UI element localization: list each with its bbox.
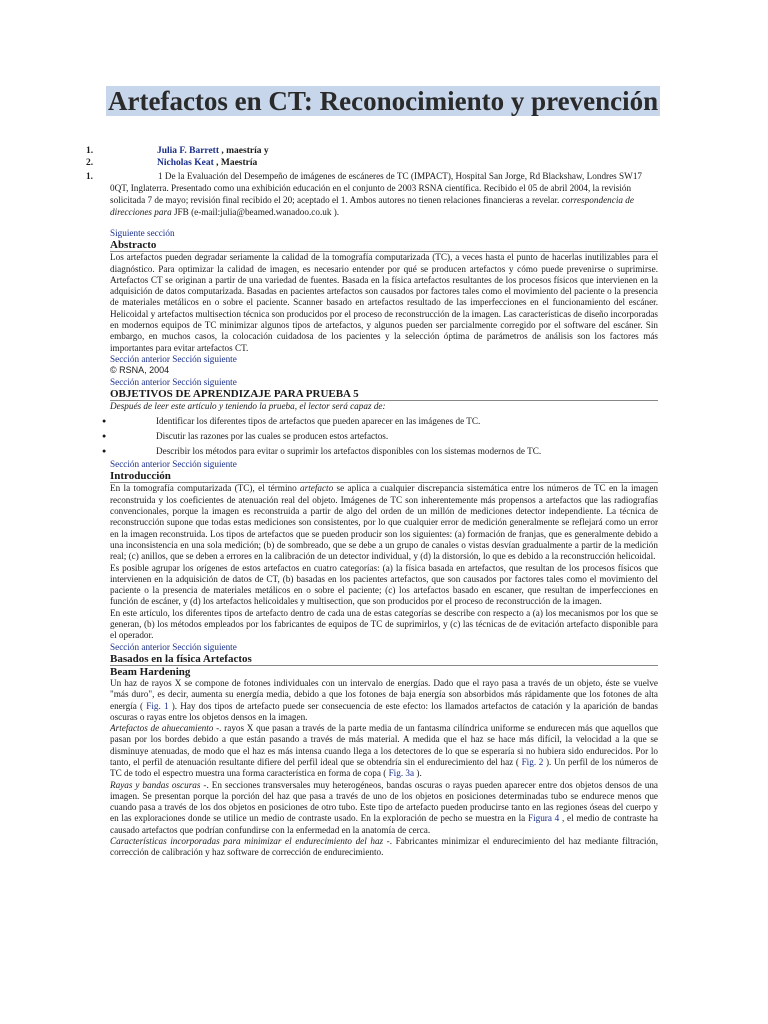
introduction-heading: Introducción: [110, 470, 658, 483]
list-item: ● Discutir las razones por las cuales se producen estos artefactos.: [110, 429, 658, 444]
section-nav-link[interactable]: Sección anterior Sección siguiente: [110, 459, 237, 470]
section-nav-link[interactable]: Sección anterior Sección siguiente: [110, 353, 237, 364]
author-link-keat[interactable]: Nicholas Keat: [157, 158, 214, 168]
abstract-text: Los artefactos pueden degradar seriamente la calidad de la tomografía computarizada (TC), a veces hasta el punto de hacerlas inutilizables para el diagnóstico. Para optimizar la calidad de imagen, es necesario entender por qué se producen artefactos y cómo puede prevenirse o suprimirse. Artefactos CT se originan a partir de una variedad de fuentes. Basada en la física artefactos resultantes de los procesos físicos que intervienen en la adquisición de datos computarizada. Basadas en pacientes artefactos son causados por factores tales como el movimiento del paciente o la presencia de materiales metálicos en o sobre el paciente. Scanner basado en artefactos resultado de las imperfecciones en el funcionamiento del escáner. Helicoidal y artefactos multisection técnica son producidos por el proceso de reconstrucción de la imagen. Las características de diseño incorporadas en modernos equipos de TC minimizar algunos tipos de artefactos, y algunos pueden ser parcialmente corregido por el software del escáner. Sin embargo, en muchos casos, la colocación cuidadosa de los pacientes y la selección óptima de parámetros de análisis son los factores más importantes para evitar artefactos CT.: [110, 252, 658, 353]
section-nav-link[interactable]: Sección anterior Sección siguiente: [110, 376, 237, 387]
next-section-link[interactable]: Siguiente sección: [110, 228, 175, 238]
list-item: ● Identificar los diferentes tipos de artefactos que pueden aparecer en las imágenes de TC.: [110, 414, 658, 429]
article-title: Artefactos en CT: Reconocimiento y prevención: [108, 86, 659, 116]
objectives-intro: Después de leer este artículo y teniendo la prueba, el lector será capaz de:: [110, 400, 386, 411]
affiliation: 1. 1 De la Evaluación del Desempeño de imágenes de escáneres de TC (IMPACT), Hospital San Jorge, Rd Blackshaw, Londres SW17 0QT, Inglaterra. Presentado como una exhibición educación en el conjunto de 2003 RSNA científica. Recibido el 05 de abril 2004, la revisión solicitada 7 de mayo; revisión final recibido el 20; aceptado el 1. Ambos autores no tienen relaciones financieras a revelar. correspondencia de direcciones para JFB (e-mail:julia@beamed.wanadoo.co.uk ).: [86, 171, 643, 217]
document-page: Artefactos en CT: Reconocimiento y prevención 1. Julia F. Barrett , maestría y 2. Nicholas Keat , Maestría 1. 1 De la Evaluación del Desempeño de imágenes de escáneres de TC (IMPACT), Hospital San Jorge, Rd Blackshaw, Londres SW17 0QT, Inglaterra. Presentado como una exhibición educación en el conjunto de 2003 RSNA científica. Recibido el 05 de abril 2004, la revisión solicitada 7 de mayo; revisión final recibido el 20; aceptado el 1. Ambos autores no tienen relaciones financieras a revelar. correspondencia de direcciones para JFB (e-mail:julia@beamed.wanadoo.co.uk ). Siguiente sección Abstracto Los artefactos pueden degradar seriamente la calidad de la tomografía computarizada (TC), a veces hasta el punto de hacerlas inutilizables para el diagnóstico. Para optimizar la calidad de imagen, es necesario entender por qué se producen artefactos y cómo puede prevenirse o suprimirse. Artefactos CT se originan a partir de una variedad de fuentes. Basada en la física artefactos resultantes de los procesos físicos que intervienen en la adquisición de datos computarizada. Basadas en pacientes artefactos son causados por factores tales como el movimiento del paciente o la presencia de materiales metálicos en o sobre el paciente. Scanner basado en artefactos resultado de las imperfecciones en el funcionamiento del escáner. Helicoidal y artefactos multisection técnica son producidos por el proceso de reconstrucción de la imagen. Las características de diseño incorporadas en modernos equipos de TC minimizar algunos tipos de artefactos, y algunos pueden ser parcialmente corregido por el software del escáner. Sin embargo, en muchos casos, la colocación cuidadosa de los pacientes y la selección óptima de parámetros de análisis son los factores más importantes para evitar artefactos CT. Sección anterior Sección siguiente © RSNA, 2004 Sección anterior Sección siguiente OBJETIVOS DE APRENDIZAJE PARA PRUEBA 5 Después de leer este artículo y teniendo la prueba, el lector será capaz de: ● Identificar los diferentes tipos de artefactos que pueden aparecer en las imágenes de TC. ● Discutir las razones por las cuales se producen estos artefactos. ● Describir los métodos para evitar o suprimir los artefactos disponibles con los sistemas modernos de TC. Sección anterior Sección siguiente Introducción En la tomografía computarizada (TC), el término artefacto se aplica a cualquier discrepancia sistemática entre los números de TC en la imagen reconstruida y los coeficientes de atenuación real del objeto. Imágenes de TC son inherentemente más propensos a artefactos que las radiografías convencionales, porque la imagen es reconstruida a partir de algo del orden de un millón de mediciones detector independiente. La técnica de reconstrucción supone que todas estas mediciones son consistentes, por lo que cualquier error de medición generalmente se reflejará como un error en la imagen reconstruida. Los tipos de artefactos que se pueden producir son los siguientes: (a) formación de franjas, que es generalmente debido a una inconsistencia en una sola medición; (b) de sombreado, que se debe a un grupo de canales o vistas desvían gradualmente a partir de la medición real; (c) anillos, que se deben a errores en la calibración de un detector individual, y (d) la distorsión, lo que es debido a la reconstrucción helicoidal. Es posible agrupar los orígenes de estos artefactos en cuatro categorías: (a) la física basada en artefactos, que resultan de los procesos físicos que intervienen en la adquisición de datos de CT, (b) basadas en los pacientes artefactos, que son causados por factores tales como el movimiento del paciente o la presencia de materiales metálicos en o sobre el paciente; (c) los artefactos basado en escaner, que resultan de imperfecciones en función de escáner, y (d) los artefactos helicoidales y multisection, que son producidos por el proceso de reconstrucción de la imagen. En este artículo, los diferentes tipos de artefacto dentro de cada una de estas categorías se describe con respecto a (a) los mecanismos por los que se generan, (b) los métodos empleados por los fabricantes de equipos de TC de suprimirlos, y (c) las técnicas de de evitación artefacto disponible para el operador. Sección anterior Sección siguiente Basados en la física Artefactos Beam Hardening Un haz de rayos X se compone de fotones individuales con un intervalo de energías. Dado que el rayo pasa a través de un objeto, éste se vuelve "más duro", es decir, aumenta su energía media, debido a que los fotones de baja energía son absorbidos más rápidamente que los fotones de alta energía ( Fig. 1 ). Hay dos tipos de artefacto puede ser consecuencia de este efecto: los llamados artefactos de catación y la aparición de bandas oscuras o rayas entre los objetos densos en la imagen. Artefactos de ahuecamiento -. rayos X que pasan a través de la parte media de un fantasma cilíndrica uniforme se endurecen más que aquellos que pasan por los bordes debido a que están pasando a través de más material. A medida que el haz se hace más difícil, la velocidad a la que se disminuye atenuadas, de modo que el haz es más intensa cuando llega a los detectores de lo que se esperaría si no hubiera sido endurecidos. Por lo tanto, el perfil de atenuación resultante difiere del perfil ideal que se obtendría sin el endurecimiento del haz ( Fig. 2 ). Un perfil de los números de TC de todo el espectro muestra una forma característica en forma de copa ( Fig. 3a ). Rayas y bandas oscuras -. En secciones transversales muy heterogéneos, bandas oscuras o rayas pueden aparecer entre dos objetos densos de una imagen. Se presentan porque la porción del haz que pasa a través de uno de los objetos en posiciones determinadas tubo se endurece menos que cuando pasa a través de los dos objetos en posiciones de otro tubo. Este tipo de artefacto pueden producirse tanto en las regiones óseas del cuerpo y en las exploraciones donde se utilice un medio de contraste usado. En la exploración de pecho se muestra en la Figura 4 , el medio de contraste ha causado artefactos que podrían confundirse con la enfermedad en la anatomía de cerca. Características incorporadas para minimizar el endurecimiento del haz -. Fabricantes minimizar el endurecimiento del haz mediante filtración, corrección de calibración y haz software de corrección de endurecimiento.: [0, 0, 768, 1024]
fig-4-link[interactable]: Figura 4: [527, 813, 560, 824]
objectives-heading: OBJETIVOS DE APRENDIZAJE PARA PRUEBA 5: [110, 388, 658, 401]
section-nav-link[interactable]: Sección anterior Sección siguiente: [110, 641, 237, 652]
copyright: © RSNA, 2004: [110, 365, 170, 376]
physics-paragraph-3: Rayas y bandas oscuras -. En secciones transversales muy heterogéneos, bandas oscuras o rayas pueden aparecer entre dos objetos densos de una imagen. Se presentan porque la porción del haz que pasa a través de uno de los objetos en posiciones determinadas tubo se endurece menos que cuando pasa a través de los dos objetos en posiciones de otro tubo. Este tipo de artefacto pueden producirse tanto en las regiones óseas del cuerpo y en las exploraciones donde se utilice un medio de contraste usado. En la exploración de pecho se muestra en la Figura 4 , el medio de contraste ha causado artefactos que podrían confundirse con la enfermedad en la anatomía de cerca.: [110, 779, 658, 835]
objectives-list: [110, 414, 658, 459]
fig-2-link[interactable]: Fig. 2: [521, 756, 544, 767]
abstract-heading: Abstracto: [110, 239, 658, 252]
physics-paragraph-4: Características incorporadas para minimizar el endurecimiento del haz -. Fabricantes minimizar el endurecimiento del haz mediante filtración, corrección de calibración y haz software de corrección de endurecimiento.: [110, 836, 658, 858]
beam-hardening-heading: Beam Hardening: [110, 665, 191, 678]
physics-heading: Basados en la física Artefactos: [110, 653, 658, 666]
physics-paragraph-2: Artefactos de ahuecamiento -. rayos X que pasan a través de la parte media de un fantasma cilíndrica uniforme se endurecen más que aquellos que pasan por los bordes debido a que están pasando a través de más material. A medida que el haz se hace más difícil, la velocidad a la que se disminuye atenuadas, de modo que el haz es más intensa cuando llega a los detectores de lo que se esperaría si no hubiera sido endurecidos. Por lo tanto, el perfil de atenuación resultante difiere del perfil ideal que se obtendría sin el endurecimiento del haz ( Fig. 2 ). Un perfil de los números de TC de todo el espectro muestra una forma característica en forma de copa ( Fig. 3a ).: [110, 723, 659, 779]
physics-paragraph-1: Un haz de rayos X se compone de fotones individuales con un intervalo de energías. Dado que el rayo pasa a través de un objeto, éste se vuelve "más duro", es decir, aumenta su energía media, debido a que los fotones de baja energía son absorbidos más rápidamente que los fotones de alta energía ( Fig. 1 ). Hay dos tipos de artefacto puede ser consecuencia de este efecto: los llamados artefactos de catación y la aparición de bandas oscuras o rayas entre los objetos densos en la imagen.: [110, 677, 658, 722]
fig-3a-link[interactable]: Fig. 3a: [388, 768, 415, 779]
fig-1-link[interactable]: Fig. 1: [146, 700, 169, 711]
intro-paragraph-3: En este artículo, los diferentes tipos de artefacto dentro de cada una de estas categorías se describe con respecto a (a) los mecanismos por los que se generan, (b) los métodos empleados por los fabricantes de equipos de TC de suprimirlos, y (c) las técnicas de de evitación artefacto disponible para el operador.: [110, 607, 658, 641]
author-number: 2.: [86, 158, 94, 168]
intro-paragraph-1: En la tomografía computarizada (TC), el término artefacto se aplica a cualquier discrepancia sistemática entre los números de TC en la imagen reconstruida y los coeficientes de atenuación real del objeto. Imágenes de TC son inherentemente más propensos a artefactos que las radiografías convencionales, porque la imagen es reconstruida a partir de algo del orden de un millón de mediciones detector independiente. La técnica de reconstrucción supone que todas estas mediciones son consistentes, por lo que cualquier error de medición generalmente se reflejará como un error en la imagen reconstruida. Los tipos de artefactos que se pueden producir son los siguientes: (a) formación de franjas, que es generalmente debido a una inconsistencia en una sola medición; (b) de sombreado, que se debe a un grupo de canales o vistas desvían gradualmente a partir de la medición real; (c) anillos, que se deben a errores en la calibración de un detector individual, y (d) la distorsión, lo que es debido a la reconstrucción helicoidal.: [110, 483, 658, 562]
author-link-barrett[interactable]: Julia F. Barrett: [157, 146, 220, 156]
article-body: [110, 228, 658, 859]
intro-paragraph-2: Es posible agrupar los orígenes de estos artefactos en cuatro categorías: (a) la física basada en artefactos, que resultan de los procesos físicos que intervienen en la adquisición de datos de CT, (b) basadas en los pacientes artefactos, que son causados por factores tales como el movimiento del paciente o la presencia de materiales metálicos en o sobre el paciente; (c) los artefactos basado en escaner, que resultan de imperfecciones en función de escáner, y (d) los artefactos helicoidales y multisection, que son producidos por el proceso de reconstrucción de la imagen.: [110, 562, 658, 607]
list-item: ● Describir los métodos para evitar o suprimir los artefactos disponibles con los sistemas modernos de TC.: [110, 444, 658, 459]
author-number: 1.: [86, 146, 94, 156]
